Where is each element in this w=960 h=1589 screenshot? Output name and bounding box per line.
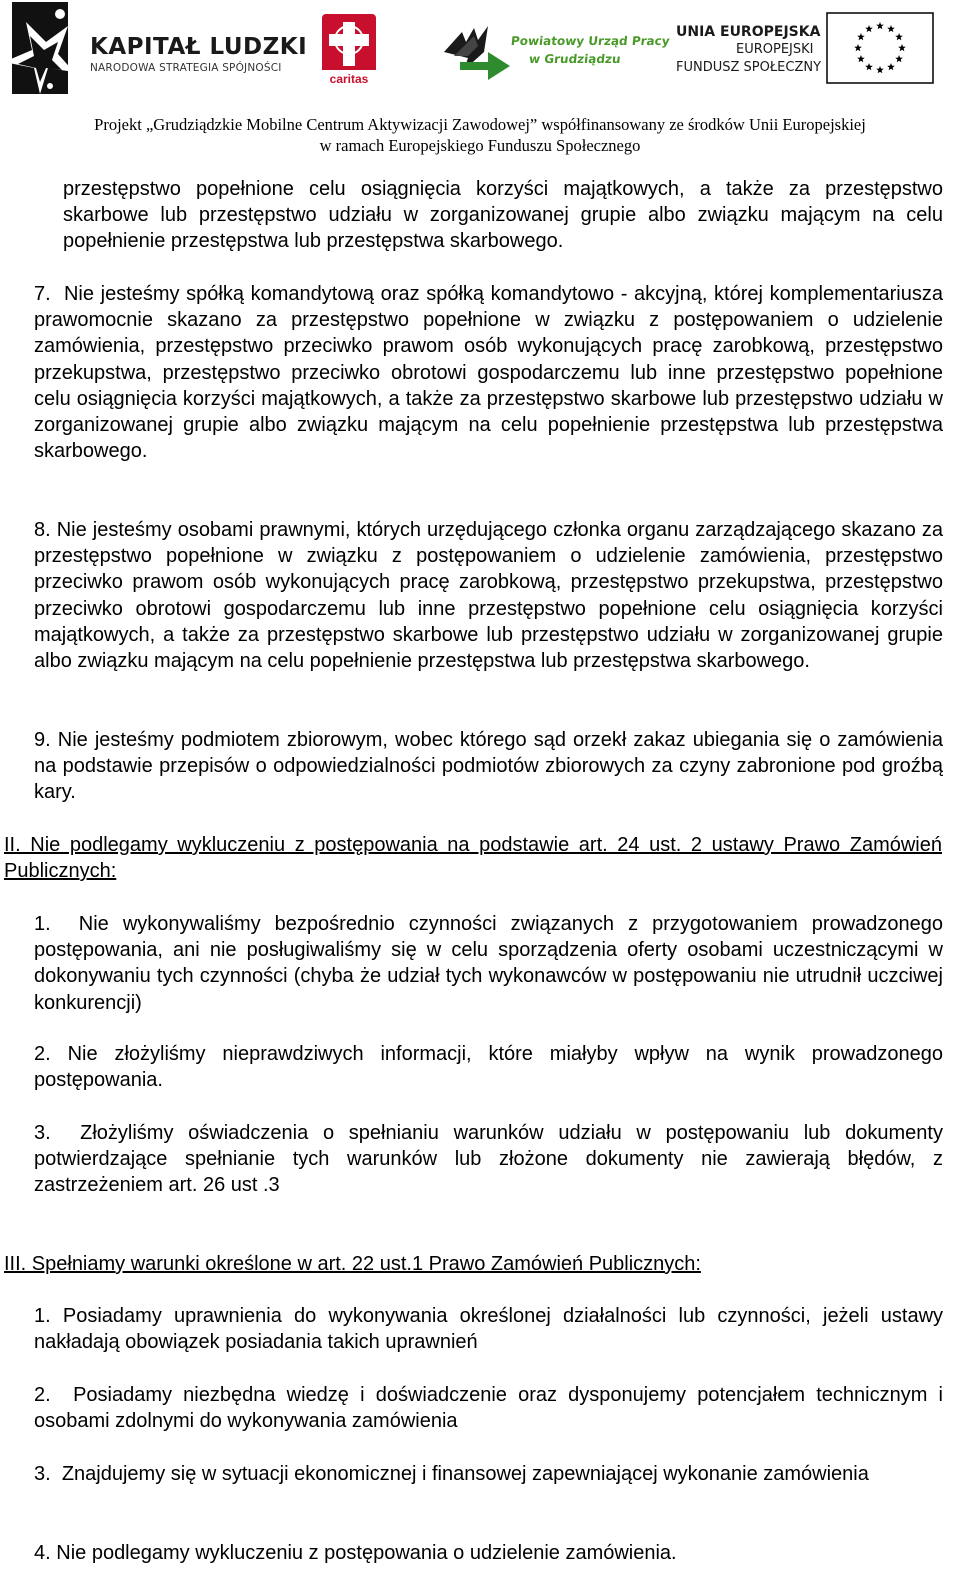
kapital-ludzki-star-icon (4, 2, 74, 94)
section-3-item-4 (34, 1540, 943, 1566)
eu-line-3: FUNDUSZ SPOŁECZNY (676, 60, 822, 75)
item-number: 4. (34, 1542, 51, 1564)
item-number: 7. (34, 283, 51, 305)
pup-name (508, 32, 670, 68)
pup-line-2: w Grudziądzu (528, 52, 622, 66)
item-number: 2. (34, 1043, 51, 1065)
item-text: Nie złożyliśmy nieprawdziwych informacji, które miałyby wpływ na wynik prowadzonego postępowania. (34, 1043, 943, 1092)
eu-line-2: EUROPEJSKI (736, 42, 814, 57)
item-number: 3. (34, 1122, 51, 1144)
pup-logo (444, 22, 671, 82)
item-text: Złożyliśmy oświadczenia o spełnianiu warunków udziału w postępowaniu lub dokumenty potwierdzające spełnianie tych warunków lub złożone dokumenty nie zawierają błędów, z zastrzeżeniem art. 26 ust .3 (34, 1122, 943, 1197)
item-number: 9. (34, 729, 51, 751)
pup-line-1: Powiatowy Urząd Pracy (510, 34, 671, 48)
section-3-item-1 (34, 1303, 943, 1355)
paragraph-text: przestępstwo popełnione celu osiągnięcia korzyści majątkowych, a także za przestępstwo skarbowe lub przestępstwo udziału w zorganizowanej grupie albo związku mającym na celu popełnienie przestępstwa lub przestępstwa skarbowego. (63, 178, 943, 253)
pup-arrows-icon (444, 22, 510, 82)
item-text: Nie jesteśmy osobami prawnymi, których urzędującego członka organu zarządzającego skazano za przestępstwo popełnione w związku z postępowaniem o udzielenie zamówienia, przestępstwo przeciwko prawom osób wykonujących pracę zarobkową, przestępstwo przekupstwa, przestępstwo przeciwko obrotowi gospodarczemu lub inne przestępstwo popełnione celu osiągnięcia korzyści majątkowych, a także za przestępstwo skarbowe lub przestępstwo udziału w zorganizowanej grupie albo związku mającym na celu popełnienie przestępstwa lub przestępstwa skarbowego. (34, 519, 943, 673)
section-3-item-3 (34, 1461, 943, 1487)
kapital-ludzki-subtitle: NARODOWA STRATEGIA SPÓJNOŚCI (90, 62, 282, 74)
project-line-2: w ramach Europejskiego Funduszu Społecznego (319, 136, 641, 155)
item-text: Posiadamy niezbędna wiedzę i doświadczenie oraz dysponujemy potencjałem technicznym i osobami zdolnymi do wykonywania zamówienia (34, 1384, 944, 1433)
kapital-ludzki-title: KAPITAŁ LUDZKI (90, 34, 308, 60)
page-header (0, 0, 960, 160)
project-caption (0, 114, 960, 156)
section-2-item-1 (34, 911, 943, 1016)
caritas-label: caritas (329, 72, 369, 86)
project-line-1: Projekt „Grudziądzkie Mobilne Centrum Aktywizacji Zawodowej” współfinansowany ze środków Unii Europejskiej (94, 115, 866, 134)
item-text: Nie wykonywaliśmy bezpośrednio czynności związanych z przygotowaniem prowadzonego postępowania, ani nie posługiwaliśmy się w celu sporządzenia oferty osobami uczestniczącymi w dokonywaniu tych czynności (chyba że udział tych wykonawców w postępowaniu nie utrudnił uczciwej konkurencji) (34, 913, 943, 1014)
continuation-paragraph (63, 176, 943, 255)
section-2-item-2 (34, 1041, 943, 1093)
item-text: Znajdujemy się w sytuacji ekonomicznej i finansowej zapewniającej wykonanie zamówienia (61, 1463, 869, 1485)
section-3-heading: III. Spełniamy warunki określone w art. 22 ust.1 Prawo Zamówień Publicznych: (4, 1253, 701, 1275)
eu-line-1: UNIA EUROPEJSKA (676, 24, 821, 40)
section-2-item-3 (34, 1120, 943, 1199)
item-text: Posiadamy uprawnienia do wykonywania określonej działalności lub czynności, jeżeli ustawy nakładają obowiązek posiadania takich uprawnień (34, 1305, 944, 1354)
list-item-7 (34, 281, 943, 464)
eu-logo (676, 20, 946, 90)
item-number: 1. (34, 913, 51, 935)
caritas-logo (318, 14, 380, 86)
item-text: Nie jesteśmy spółką komandytową oraz spółką komandytowo - akcyjną, której komplementariusza prawomocnie skazano za przestępstwo popełnione w związku z postępowaniem o udzielenie zamówienia, przestępstwo przeciwko prawom osób wykonujących pracę zarobkową, przestępstwo przekupstwa, przestępstwo przeciwko obrotowi gospodarczemu lub inne przestępstwo popełnione celu osiągnięcia korzyści majątkowych, a także za przestępstwo skarbowe lub przestępstwo udziału w zorganizowanej grupie albo związku mającym na celu popełnienie przestępstwa lub przestępstwa skarbowego. (34, 283, 943, 463)
section-3-item-2 (34, 1382, 943, 1434)
item-number: 8. (34, 519, 51, 541)
item-number: 2. (34, 1384, 51, 1406)
item-text: Nie jesteśmy podmiotem zbiorowym, wobec którego sąd orzekł zakaz ubiegania się o zamówienia na podstawie przepisów o odpowiedzialności podmiotów zbiorowych za czyny zabronione pod groźbą kary. (34, 729, 943, 804)
kapital-ludzki-logo (4, 2, 308, 94)
list-item-9 (34, 727, 943, 806)
item-number: 3. (34, 1463, 51, 1485)
eu-flag-icon (826, 12, 934, 84)
item-number: 1. (34, 1305, 51, 1327)
logo-bar (0, 0, 960, 112)
item-text: Nie podlegamy wykluczeniu z postępowania o udzielenie zamówienia. (56, 1542, 677, 1564)
section-2-heading: II. Nie podlegamy wykluczeniu z postępowania na podstawie art. 24 ust. 2 ustawy Prawo Zamówień Publicznych: (4, 834, 942, 883)
list-item-8 (34, 517, 943, 674)
